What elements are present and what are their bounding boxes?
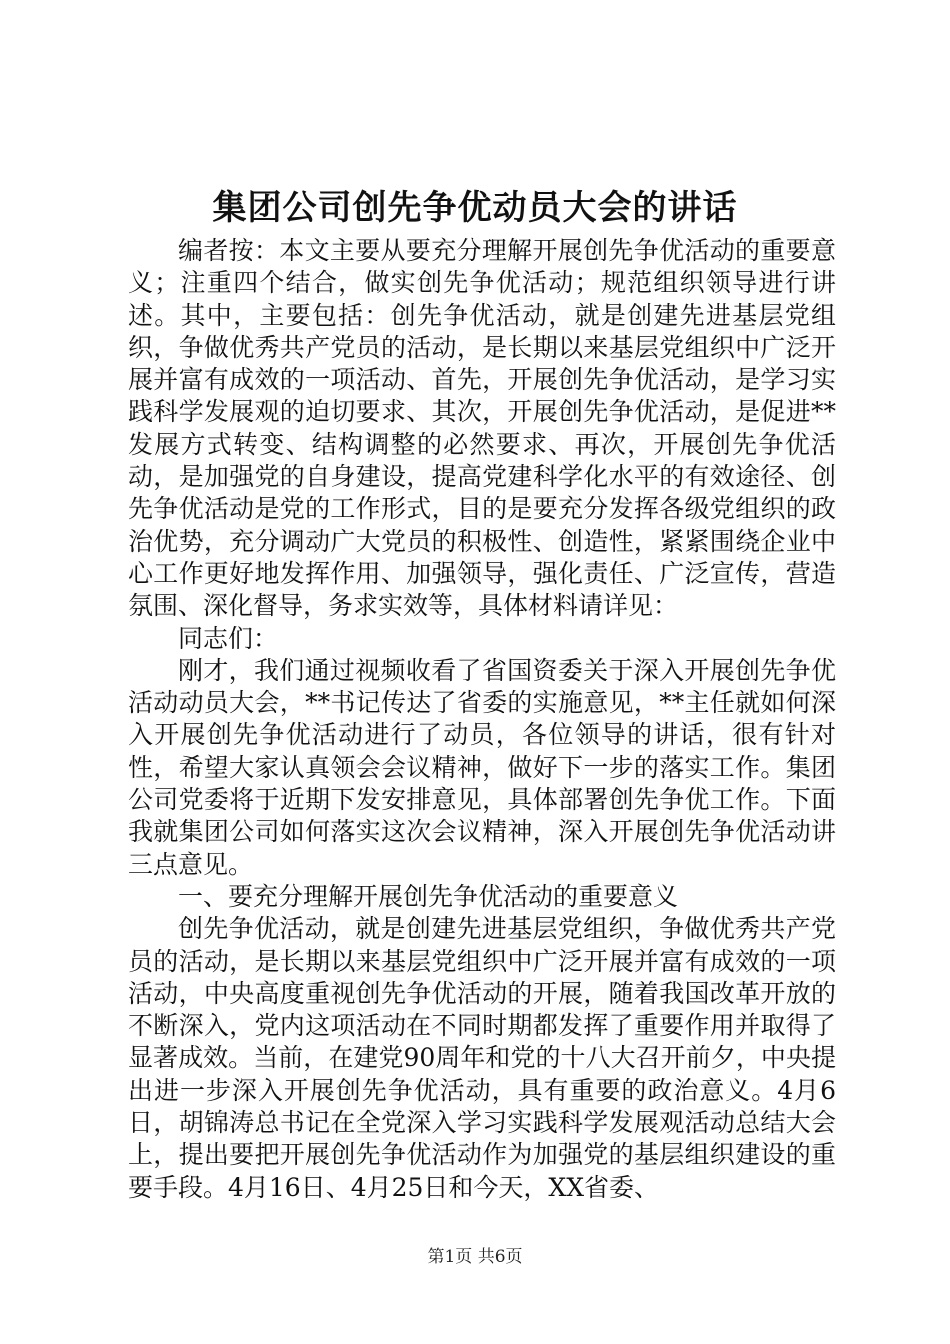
- document-title: 集团公司创先争优动员大会的讲话: [212, 188, 738, 228]
- document-body: [128, 235, 836, 1204]
- intro-paragraph: 刚才，我们通过视频收看了省国资委关于深入开展创先争优活动动员大会，**书记传达了省委的实施意见，**主任就如何深入开展创先争优活动进行了动员，各位领导的讲话，很有针对性，希望大家认真领会会议精神，做好下一步的落实工作。集团公司党委将于近期下发安排意见，具体部署创先争优工作。下面我就集团公司如何落实这次会议精神，深入开展创先争优活动讲三点意见。: [128, 655, 836, 879]
- editor-note-paragraph: 编者按：本文主要从要充分理解开展创先争优活动的重要意义；注重四个结合，做实创先争优活动；规范组织领导进行讲述。其中，主要包括：创先争优活动，就是创建先进基层党组织，争做优秀共产党员的活动，是长期以来基层党组织中广泛开展并富有成效的一项活动、首先，开展创先争优活动，是学习实践科学发展观的迫切要求、其次，开展创先争优活动，是促进**发展方式转变、结构调整的必然要求、再次，开展创先争优活动，是加强党的自身建设，提高党建科学化水平的有效途径、创先争优活动是党的工作形式，目的是要充分发挥各级党组织的政治优势，充分调动广大党员的积极性、创造性，紧紧围绕企业中心工作更好地发挥作用、加强领导，强化责任、广泛宣传，营造氛围、深化督导，务求实效等，具体材料请详见：: [128, 236, 836, 621]
- section-heading: 一、要充分理解开展创先争优活动的重要意义: [178, 881, 679, 911]
- page-number: 第1页 共6页: [427, 1247, 523, 1267]
- section-paragraph: 创先争优活动，就是创建先进基层党组织，争做优秀共产党员的活动，是长期以来基层党组织中广泛开展并富有成效的一项活动，中央高度重视创先争优活动的开展，随着我国改革开放的不断深入，党内这项活动在不同时期都发挥了重要作用并取得了显著成效。当前，在建党90周年和党的十八大召开前夕，中央提出进一步深入开展创先争优活动，具有重要的政治意义。4月6日，胡锦涛总书记在全党深入学习实践科学发展观活动总结大会上，提出要把开展创先争优活动作为加强党的基层组织建设的重要手段。4月16日、4月25日和今天，XX省委、: [128, 914, 836, 1202]
- salutation-paragraph: 同志们：: [178, 623, 279, 653]
